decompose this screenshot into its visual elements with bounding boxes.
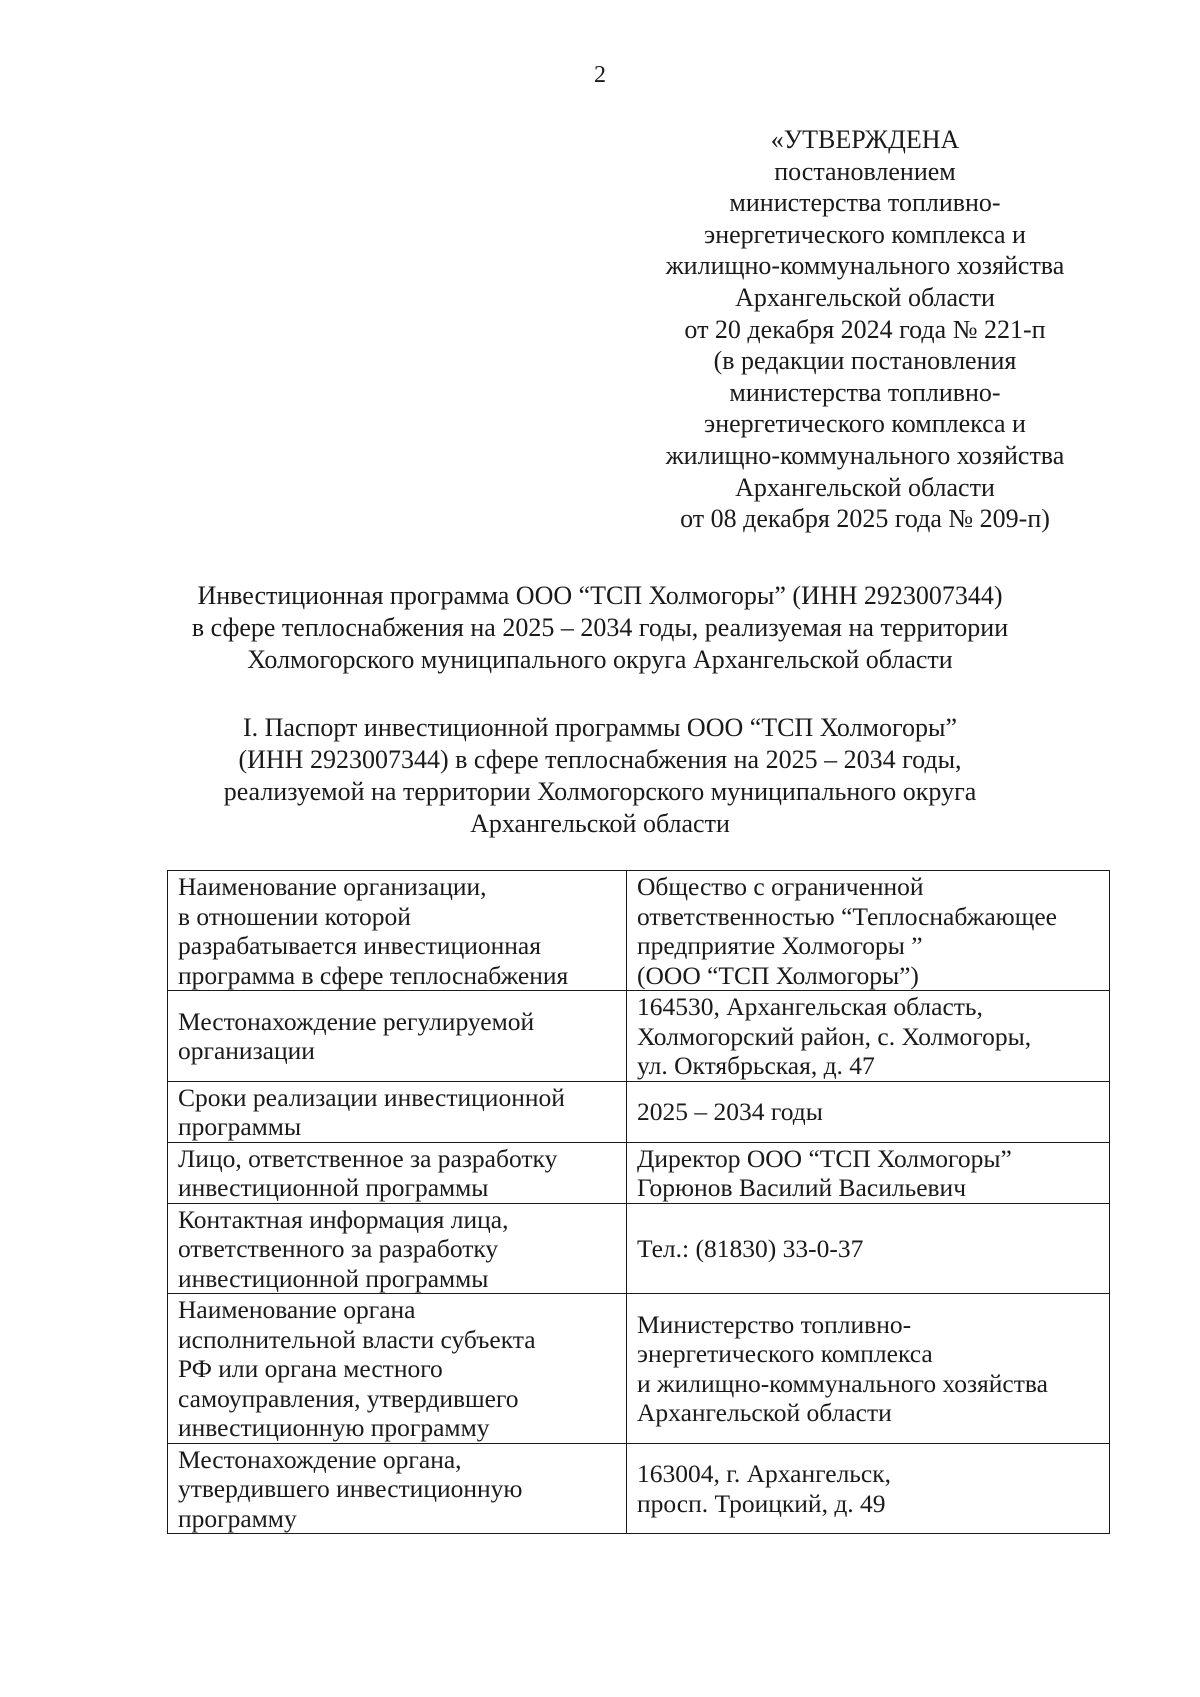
approval-stamp <box>640 124 1090 535</box>
approval-line: от 08 декабря 2025 года № 209-п) <box>680 504 1050 534</box>
row-value-line: и жилищно-коммунального хозяйства <box>637 1368 1048 1398</box>
approval-line: жилищно-коммунального хозяйства <box>665 440 1065 470</box>
row-label-line: утвердившего инвестиционную <box>178 1474 523 1503</box>
row-value-line: ул. Октябрьская, д. 47 <box>637 1051 875 1080</box>
row-label <box>168 1142 627 1203</box>
approval-line: министерства топливно- <box>729 377 1001 407</box>
row-value <box>627 991 1110 1082</box>
row-value-line: предприятие Холмогоры ” <box>637 931 923 960</box>
row-label-line: самоуправления, утвердившего <box>178 1383 519 1413</box>
passport-title-line: I. Паспорт инвестиционной программы ООО “ТСП Холмогоры” <box>242 713 958 742</box>
row-label-line: программу <box>178 1503 297 1533</box>
row-value <box>627 1294 1110 1444</box>
row-label-line: разрабатывается инвестиционная <box>178 931 541 960</box>
row-label-line: программы <box>178 1112 302 1141</box>
row-value-line: Министерство топливно- <box>637 1309 912 1339</box>
row-label-line: РФ или органа местного <box>178 1354 443 1383</box>
row-value-line: ответственностью “Теплоснабжающее <box>637 901 1057 931</box>
page-number: 2 <box>594 62 606 88</box>
table-row <box>168 1081 1110 1142</box>
row-value-line: Общество с ограниченной <box>637 872 924 901</box>
row-value <box>627 1081 1110 1142</box>
row-value-line: 163004, г. Архангельск, <box>637 1459 892 1489</box>
table-row <box>168 1142 1110 1203</box>
row-label-line: Лицо, ответственное за разработку <box>178 1143 558 1173</box>
row-value <box>627 871 1110 991</box>
row-label-line: инвестиционную программу <box>178 1413 490 1442</box>
row-label <box>168 1203 627 1294</box>
row-value-line: 164530, Архангельская область, <box>637 992 983 1021</box>
program-title-line: в сфере теплоснабжения на 2025 – 2034 годы, реализуемая на территории <box>191 613 1009 642</box>
approval-line: постановлением <box>774 156 956 186</box>
row-value-line: Холмогорский район, с. Холмогоры, <box>637 1021 1032 1051</box>
table-row <box>168 871 1110 991</box>
row-label-line: инвестиционной программы <box>178 1173 489 1202</box>
passport-section-title <box>150 712 1050 840</box>
row-label-line: организации <box>178 1036 315 1066</box>
table-row <box>168 1294 1110 1444</box>
approval-line: жилищно-коммунального хозяйства <box>665 251 1065 281</box>
row-label-line: инвестиционной программы <box>178 1263 489 1293</box>
passport-table <box>167 870 1110 1534</box>
program-title <box>150 580 1050 676</box>
approval-line: Архангельской области <box>735 282 995 312</box>
passport-title-line: (ИНН 2923007344) в сфере теплоснабжения на 2025 – 2034 годы, <box>238 745 962 774</box>
table-row <box>168 1443 1110 1534</box>
row-label-line: Сроки реализации инвестиционной <box>178 1082 565 1112</box>
row-value-line: энергетического комплекса <box>637 1339 933 1369</box>
row-label-line: Местонахождение органа, <box>178 1444 462 1474</box>
table-row <box>168 991 1110 1082</box>
row-label-line: в отношении которой <box>178 901 411 931</box>
row-label <box>168 991 627 1082</box>
approval-line: министерства топливно- <box>729 188 1001 218</box>
row-value-line: 2025 – 2034 годы <box>637 1097 823 1127</box>
row-label-line: ответственного за разработку <box>178 1234 499 1263</box>
approval-line: от 20 декабря 2024 года № 221-п <box>684 314 1046 344</box>
approval-line: Архангельской области <box>735 472 995 502</box>
row-label-line: Контактная информация лица, <box>178 1204 509 1234</box>
row-value <box>627 1203 1110 1294</box>
row-label <box>168 871 627 991</box>
row-label <box>168 1081 627 1142</box>
passport-title-line: Архангельской области <box>470 809 730 838</box>
row-value-line: Директор ООО “ТСП Холмогоры” <box>637 1143 1012 1173</box>
row-value-line: просп. Троицкий, д. 49 <box>637 1488 886 1518</box>
row-value <box>627 1142 1110 1203</box>
program-title-line: Инвестиционная программа ООО “ТСП Холмогоры” (ИНН 2923007344) <box>197 581 1003 610</box>
approval-line: энергетического комплекса и <box>704 409 1026 439</box>
row-label-line: программа в сфере теплоснабжения <box>178 960 569 990</box>
row-label-line: Наименование организации, <box>178 872 487 901</box>
approval-line: (в редакции постановления <box>713 346 1017 376</box>
row-label <box>168 1294 627 1444</box>
row-value-line: Архангельской области <box>637 1398 892 1428</box>
row-value-line: Горюнов Василий Васильевич <box>637 1173 967 1202</box>
program-title-line: Холмогорского муниципального округа Архангельской области <box>247 645 953 674</box>
row-value-line: Тел.: (81830) 33-0-37 <box>637 1234 864 1263</box>
row-label-line: исполнительной власти субъекта <box>178 1324 536 1354</box>
table-row <box>168 1203 1110 1294</box>
row-value <box>627 1443 1110 1534</box>
row-label-line: Местонахождение регулируемой <box>178 1006 535 1036</box>
passport-title-line: реализуемой на территории Холмогорского муниципального округа <box>223 777 977 806</box>
row-value-line: (ООО “ТСП Холмогоры”) <box>637 960 919 990</box>
approval-line: энергетического комплекса и <box>704 219 1026 249</box>
approval-line: «УТВЕРЖДЕНА <box>770 125 960 154</box>
row-label <box>168 1443 627 1534</box>
row-label-line: Наименование органа <box>178 1295 416 1324</box>
